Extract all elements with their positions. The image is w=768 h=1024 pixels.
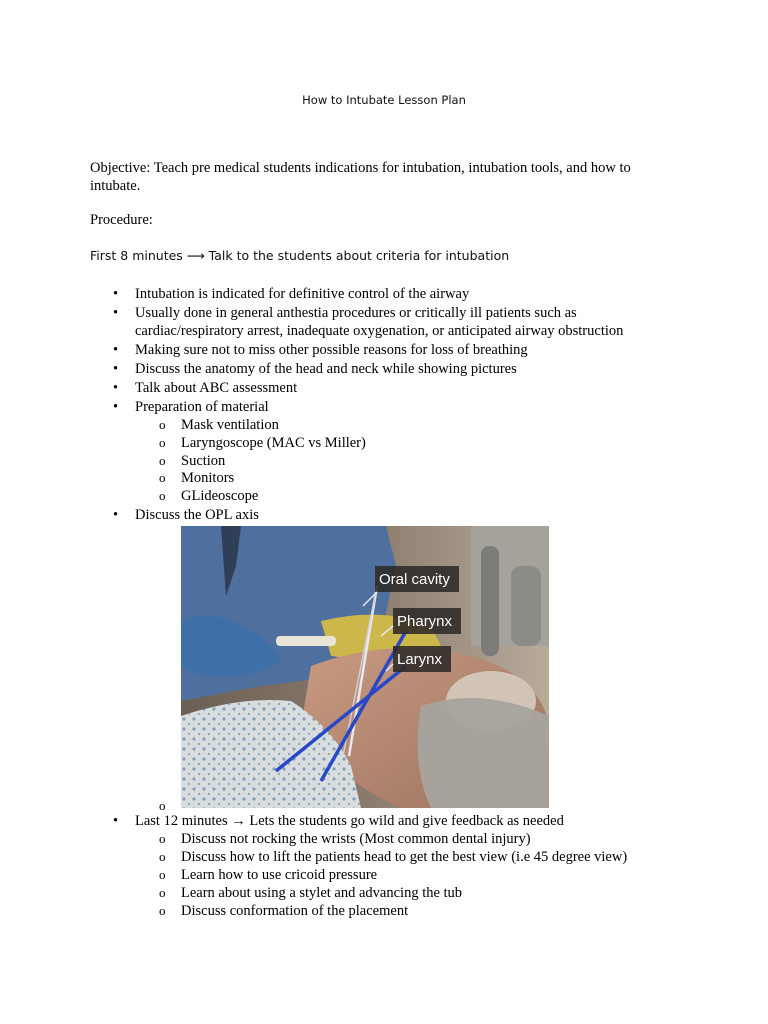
bullet-icon: • xyxy=(113,813,119,829)
document-title: How to Intubate Lesson Plan xyxy=(302,93,466,107)
bullet-icon: • xyxy=(113,380,119,396)
sub-bullet-icon: o xyxy=(159,867,166,882)
list-item-text: Preparation of material xyxy=(135,399,269,415)
sub-bullet-icon: o xyxy=(159,417,166,432)
bullet-icon: • xyxy=(113,286,119,302)
list-item-text: Intubation is indicated for definitive control of the airway xyxy=(135,286,470,302)
list-item-text: cardiac/respiratory arrest, inadequate oxygenation, or anticipated airway obstruction xyxy=(135,323,624,339)
larynx-label: Larynx xyxy=(397,651,443,668)
bullet-icon: • xyxy=(113,342,119,358)
list-item-text: Making sure not to miss other possible reasons for loss of breathing xyxy=(135,342,528,358)
pharynx-label: Pharynx xyxy=(397,613,453,630)
sub-bullet-icon: o xyxy=(159,488,166,503)
sub-list-item-text: Learn about using a stylet and advancing the tub xyxy=(181,885,463,901)
sub-list-item-text: Discuss conformation of the placement xyxy=(181,903,409,919)
list-item-text: Usually done in general anthestia procedures or critically ill patients such as xyxy=(135,305,577,321)
list-item-text: Talk about ABC assessment xyxy=(135,380,298,396)
last-section-heading: Last 12 minutes → Lets the students go wild and give feedback as needed xyxy=(135,813,564,829)
bullet-icon: • xyxy=(113,305,119,321)
sub-bullet-icon: o xyxy=(159,903,166,918)
sub-bullet-icon: o xyxy=(159,849,166,864)
bullet-icon: • xyxy=(113,361,119,377)
objective-paragraph: Objective: Teach pre medical students indications for intubation, intubation tools, and how to intubate. xyxy=(90,160,631,194)
sub-bullet-icon: o xyxy=(159,885,166,900)
bullet-icon: • xyxy=(113,507,119,523)
sub-bullet-icon: o xyxy=(159,453,166,468)
sub-list-item-text: Discuss how to lift the patients head to get the best view (i.e 45 degree view) xyxy=(181,849,628,865)
sub-list-item-text: Learn how to use cricoid pressure xyxy=(181,867,378,883)
sub-list-item-text: Monitors xyxy=(181,470,235,486)
procedure-heading: Procedure: xyxy=(90,212,153,228)
sub-bullet-icon: o xyxy=(159,435,166,450)
opl-axis-photo xyxy=(181,526,549,808)
sub-list-item-text: Discuss not rocking the wrists (Most common dental injury) xyxy=(181,831,531,847)
list-item-text: Discuss the OPL axis xyxy=(135,507,259,523)
sub-list-item-text: GLideoscope xyxy=(181,488,259,504)
sub-bullet-icon: o xyxy=(159,798,166,813)
sub-list-item-text: Mask ventilation xyxy=(181,417,279,433)
sub-bullet-icon: o xyxy=(159,831,166,846)
list-item-text: Discuss the anatomy of the head and neck while showing pictures xyxy=(135,361,517,377)
bullet-icon: • xyxy=(113,399,119,415)
sub-list-item-text: Laryngoscope (MAC vs Miller) xyxy=(181,435,366,451)
first-section-heading: First 8 minutes ⟶ Talk to the students about criteria for intubation xyxy=(90,248,510,263)
oral-cavity-label: Oral cavity xyxy=(379,571,450,588)
sub-bullet-icon: o xyxy=(159,470,166,485)
sub-list-item-text: Suction xyxy=(181,453,226,469)
